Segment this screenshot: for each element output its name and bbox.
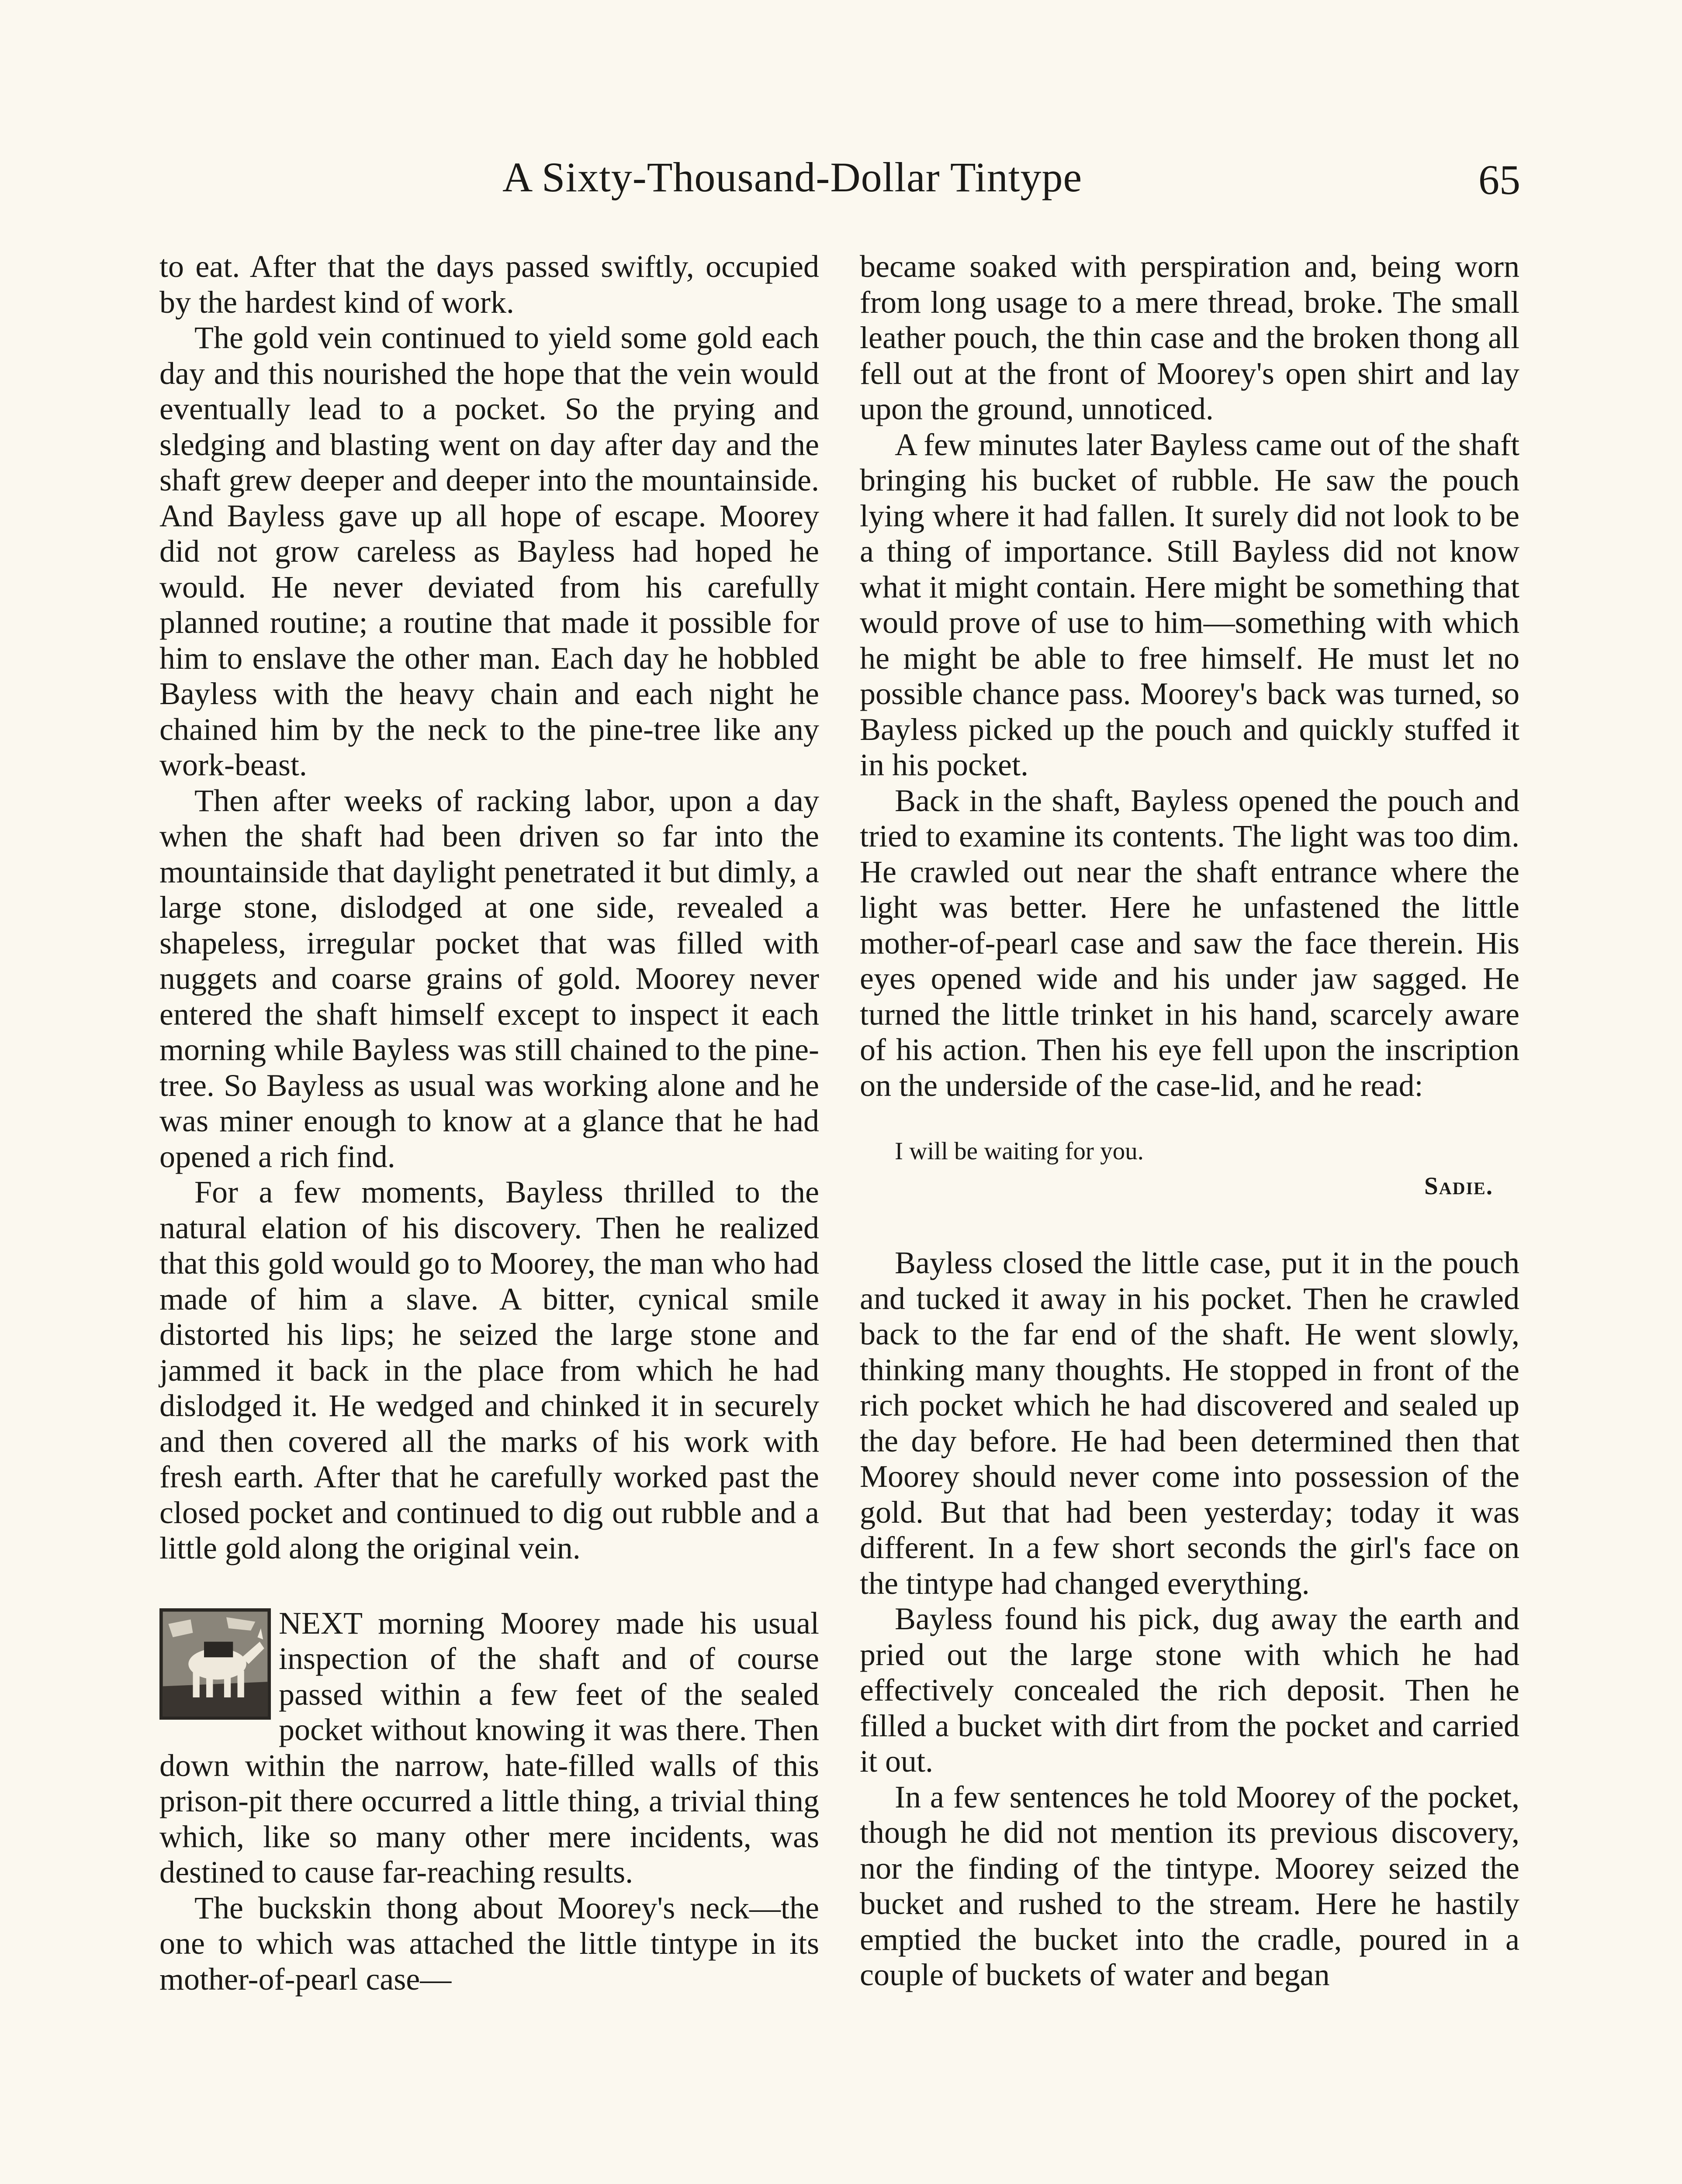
paragraph: to eat. After that the days passed swiftly, occupied by the hardest kind of work. (159, 249, 819, 320)
paragraph: In a few sentences he told Moorey of the pocket, though he did not mention its previous discovery, nor the finding of the tintype. Moorey seized the bucket and rushed to the stream. Here he hastily emptied the bucket into the cradle, poured in a couple of buckets of water and began (860, 1779, 1519, 1992)
left-column (159, 249, 819, 1997)
pack-mule-woodcut-icon (159, 1608, 271, 1720)
inscription-text: I will be waiting for you. (895, 1137, 1144, 1165)
section-break (159, 1606, 819, 1890)
paragraph: became soaked with perspiration and, being worn from long usage to a mere thread, broke. The small leather pouch, the thin case and the broken thong all fell out at the front of Moorey's open shirt and lay upon the ground, unnoticed. (860, 249, 1519, 426)
paragraph: Back in the shaft, Bayless opened the pouch and tried to examine its contents. The light was too dim. He crawled out near the shaft entrance where the light was better. Here he unfastened the little mother-of-pearl case and saw the face therein. His eyes opened wide and his under jaw sagged. He turned the little trinket in his hand, scarcely aware of his action. Then his eye fell upon the inscription on the underside of the case-lid, and he read: (860, 783, 1519, 1103)
running-head: A Sixty-Thousand-Dollar Tintype (502, 154, 1083, 200)
right-column (860, 249, 1519, 1993)
paragraph: Then after weeks of racking labor, upon a day when the shaft had been driven so far into the mountainside that daylight penetrated it but dimly, a large stone, dislodged at one side, revealed a shapeless, irregular pocket that was filled with nuggets and coarse grains of gold. Moorey never entered the shaft himself except to inspect it each morning while Bayless was still chained to the pine-tree. So Bayless as usual was working alone and he was miner enough to know at a glance that he had opened a rich find. (159, 783, 819, 1174)
inscription (860, 1134, 1519, 1204)
page-number: 65 (1478, 156, 1520, 203)
paragraph: NEXT morning Moorey made his usual inspection of the shaft and of course passed within a few feet of the sealed pocket without knowing it was there. Then down within the narrow, hate-filled walls of this prison-pit there occurred a little thing, a trivial thing which, like so many other mere incidents, was destined to cause far-reaching results. (159, 1605, 819, 1890)
inscription-signature: Sadie. (1424, 1172, 1493, 1200)
paragraph: The gold vein continued to yield some gold each day and this nourished the hope that the vein would eventually lead to a pocket. So the prying and sledging and blasting went on day after day and the shaft grew deeper and deeper into the mountainside. And Bayless gave up all hope of escape. Moorey did not grow careless as Bayless had hoped he would. He never deviated from his carefully planned routine; a routine that made it possible for him to enslave the other man. Each day he hobbled Bayless with the heavy chain and each night he chained him by the neck to the pine-tree like any work-beast. (159, 320, 819, 782)
paragraph: The buckskin thong about Moorey's neck—the one to which was attached the little tintype in its mother-of-pearl case— (159, 1890, 819, 1997)
paragraph: A few minutes later Bayless came out of the shaft bringing his bucket of rubble. He saw the pouch lying where it had fallen. It surely did not look to be a thing of importance. Still Bayless did not know what it might contain. Here might be something that would prove of use to him—something with which he might be able to free himself. He must let no possible chance pass. Moorey's back was turned, so Bayless picked up the pouch and quickly stuffed it in his pocket. (860, 427, 1519, 782)
paragraph: Bayless found his pick, dug away the earth and pried out the large stone with which he had effectively concealed the rich deposit. Then he filled a bucket with dirt from the pocket and carried it out. (860, 1601, 1519, 1779)
paragraph: Bayless closed the little case, put it in the pouch and tucked it away in his pocket. Then he crawled back to the far end of the shaft. He went slowly, thinking many thoughts. He stopped in front of the rich pocket which he had discovered and sealed up the day before. He had been determined then that Moorey should never come into possession of the gold. But that had been yesterday; today it was different. In a few short seconds the girl's face on the tintype had changed everything. (860, 1245, 1519, 1601)
paragraph: For a few moments, Bayless thrilled to the natural elation of his discovery. Then he realized that this gold would go to Moorey, the man who had made of him a slave. A bitter, cynical smile distorted his lips; he seized the large stone and jammed it back in the place from which he had dislodged it. He wedged and chinked it in securely and then covered all the marks of his work with fresh earth. After that he carefully worked past the closed pocket and continued to dig out rubble and a little gold along the original vein. (159, 1175, 819, 1565)
